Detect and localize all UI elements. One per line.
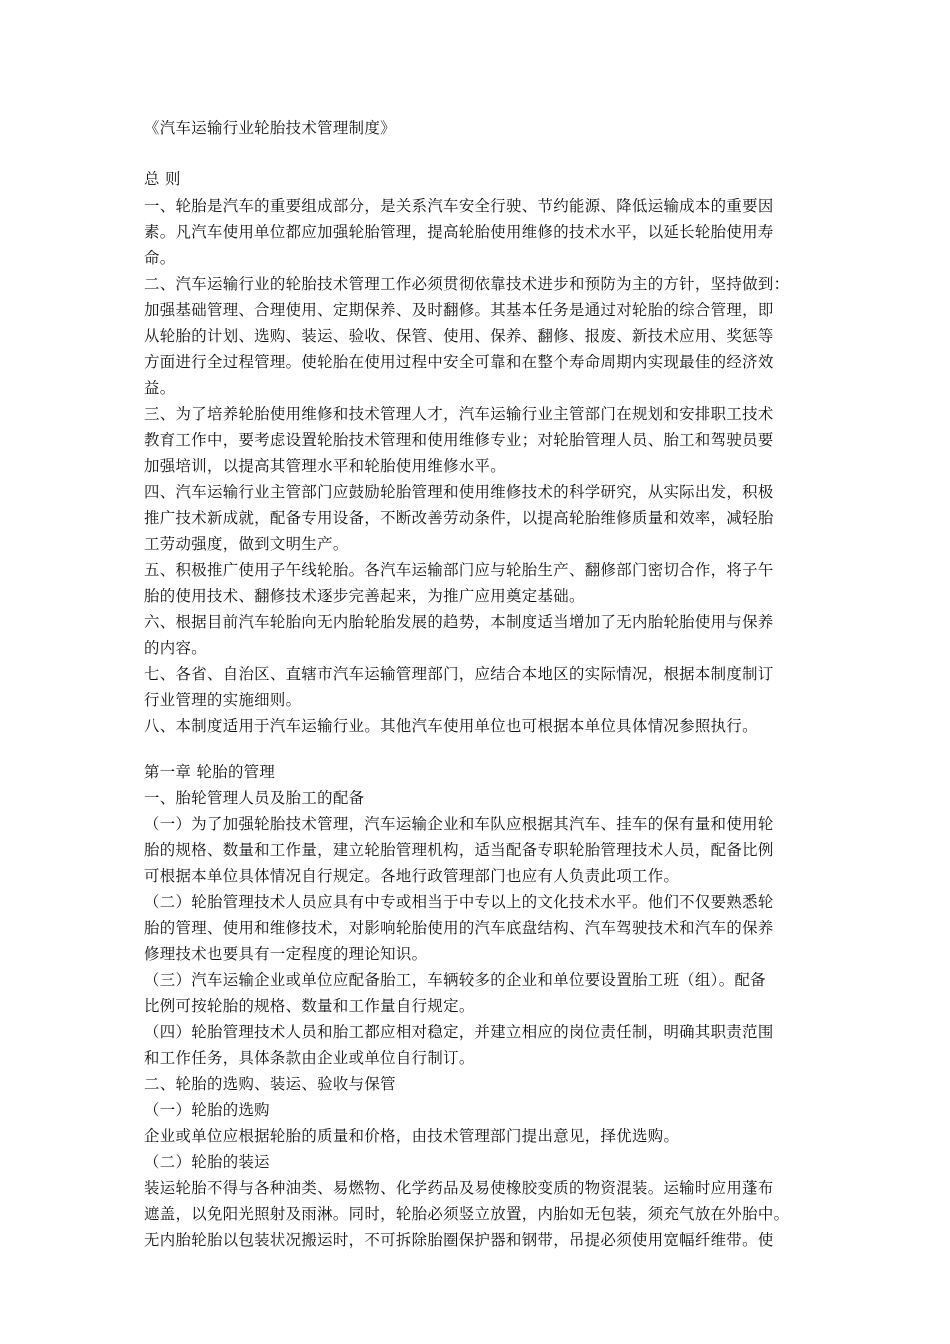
- paragraph-line: 方面进行全过程管理。使轮胎在使用过程中安全可靠和在整个寿命周期内实现最佳的经济效: [144, 353, 774, 371]
- paragraph-line: 一、胎轮管理人员及胎工的配备: [144, 789, 365, 807]
- document-title: 《汽车运输行业轮胎技术管理制度》: [144, 119, 396, 137]
- paragraph-line: 素。凡汽车使用单位都应加强轮胎管理，提高轮胎使用维修的技术水平，以延长轮胎使用寿: [144, 223, 774, 241]
- paragraph-line: 和工作任务，具体条款由企业或单位自行制订。: [144, 1049, 475, 1067]
- paragraph-line: 加强基础管理、合理使用、定期保养、及时翻修。其基本任务是通过对轮胎的综合管理，即: [144, 301, 774, 319]
- paragraph-line: 工劳动强度，做到文明生产。: [144, 535, 349, 553]
- paragraph-line: （一）为了加强轮胎技术管理，汽车运输企业和车队应根据其汽车、挂车的保有量和使用轮: [144, 815, 774, 833]
- section-heading: 总 则: [144, 170, 181, 188]
- paragraph-line: 装运轮胎不得与各种油类、易燃物、化学药品及易使橡胶变质的物资混装。运输时应用蓬布: [144, 1179, 774, 1197]
- paragraph-line: （二）轮胎的装运: [144, 1153, 270, 1171]
- paragraph-line: 命。: [144, 249, 176, 267]
- paragraph-line: 比例可按轮胎的规格、数量和工作量自行规定。: [144, 997, 475, 1015]
- paragraph-line: （一）轮胎的选购: [144, 1101, 270, 1119]
- paragraph-line: （三）汽车运输企业或单位应配备胎工，车辆较多的企业和单位要设置胎工班（组）。配备: [144, 971, 766, 989]
- paragraph-line: 七、各省、自治区、直辖市汽车运输管理部门，应结合本地区的实际情况，根据本制度制订: [144, 665, 774, 683]
- paragraph-line: 的内容。: [144, 639, 207, 657]
- paragraph-line: 可根据本单位具体情况自行规定。各地行政管理部门也应有人负责此项工作。: [144, 867, 680, 885]
- paragraph-line: 四、汽车运输行业主管部门应鼓励轮胎管理和使用维修技术的科学研究，从实际出发，积极: [144, 483, 774, 501]
- paragraph-line: 企业或单位应根据轮胎的质量和价格，由技术管理部门提出意见，择优选购。: [144, 1127, 680, 1145]
- chapter-heading: 第一章 轮胎的管理: [144, 763, 276, 781]
- paragraph-line: （二）轮胎管理技术人员应具有中专或相当于中专以上的文化技术水平。他们不仅要熟悉轮: [144, 893, 774, 911]
- paragraph-line: 无内胎轮胎以包装状况搬运时，不可拆除胎圈保护器和钢带，吊提必须使用宽幅纤维带。使: [144, 1231, 774, 1249]
- paragraph-line: 胎的使用技术、翻修技术逐步完善起来，为推广应用奠定基础。: [144, 587, 585, 605]
- paragraph-line: 教育工作中，要考虑设置轮胎技术管理和使用维修专业；对轮胎管理人员、胎工和驾驶员要: [144, 431, 774, 449]
- paragraph-line: 六、根据目前汽车轮胎向无内胎轮胎发展的趋势，本制度适当增加了无内胎轮胎使用与保养: [144, 613, 774, 631]
- paragraph-line: 二、汽车运输行业的轮胎技术管理工作必须贯彻依靠技术进步和预防为主的方针，坚持做到：: [144, 275, 790, 293]
- paragraph-line: 八、本制度适用于汽车运输行业。其他汽车使用单位也可根据本单位具体情况参照执行。: [144, 717, 758, 735]
- paragraph-line: 加强培训，以提高其管理水平和轮胎使用维修水平。: [144, 457, 507, 475]
- paragraph-line: （四）轮胎管理技术人员和胎工都应相对稳定，并建立相应的岗位责任制，明确其职责范围: [144, 1023, 774, 1041]
- paragraph-line: 从轮胎的计划、选购、装运、验收、保管、使用、保养、翻修、报废、新技术应用、奖惩等: [144, 327, 774, 345]
- paragraph-line: 修理技术也要具有一定程度的理论知识。: [144, 945, 428, 963]
- paragraph-line: 行业管理的实施细则。: [144, 691, 302, 709]
- paragraph-line: 二、轮胎的选购、装运、验收与保管: [144, 1075, 396, 1093]
- paragraph-line: 三、为了培养轮胎使用维修和技术管理人才，汽车运输行业主管部门在规划和安排职工技术: [144, 405, 774, 423]
- paragraph-line: 遮盖，以免阳光照射及雨淋。同时，轮胎必须竖立放置，内胎如无包装，须充气放在外胎中。: [144, 1205, 790, 1223]
- paragraph-line: 五、积极推广使用子午线轮胎。各汽车运输部门应与轮胎生产、翻修部门密切合作，将子午: [144, 561, 774, 579]
- paragraph-line: 推广技术新成就，配备专用设备，不断改善劳动条件，以提高轮胎维修质量和效率，减轻胎: [144, 509, 774, 527]
- paragraph-line: 益。: [144, 379, 176, 397]
- paragraph-line: 一、轮胎是汽车的重要组成部分，是关系汽车安全行驶、节约能源、降低运输成本的重要因: [144, 197, 774, 215]
- paragraph-line: 胎的管理、使用和维修技术，对影响轮胎使用的汽车底盘结构、汽车驾驶技术和汽车的保养: [144, 919, 774, 937]
- paragraph-line: 胎的规格、数量和工作量，建立轮胎管理机构，适当配备专职轮胎管理技术人员，配备比例: [144, 841, 774, 859]
